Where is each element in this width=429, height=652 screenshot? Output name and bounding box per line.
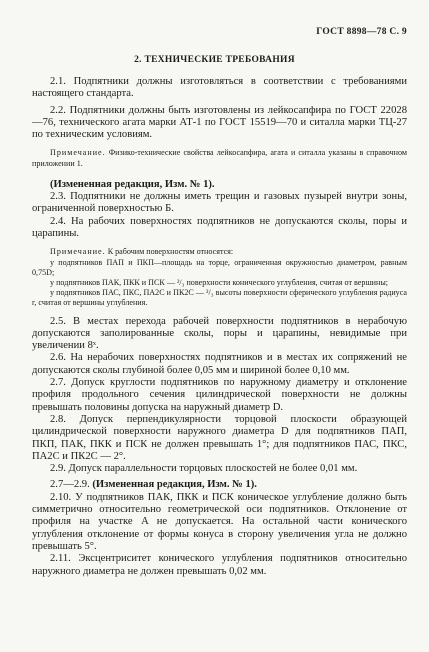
paragraph-2-10: 2.10. У подпятников ПАК, ПКК и ПСК коническое углубление должно быть симметрично относительно геометрической оси подпятников. Отклонение от профиля на участке A не допускается. На остальной части конического углубления отклонение от формы конуса в сторону увеличения угла не должно превышать 5°. bbox=[32, 491, 407, 552]
paragraph-2-11: 2.11. Эксцентриситет конического углубления подпятников относительно наружного диаметра не должен превышать 0,02 мм. bbox=[32, 553, 407, 577]
edit-note-2-text: (Измененная редакция, Изм. № 1). bbox=[92, 479, 257, 491]
paragraph-2-7: 2.7. Допуск круглости подпятников по наружному диаметру и отклонение профиля продольного сечения цилиндрической поверхности не должны превышать половины допуска на наружный диаметр D. bbox=[32, 377, 407, 413]
note-2-line-4: у подпятников ПАС, ПКС, ПА2С и ПК2С — ²/₃ высоты поверхности сферического углубления радиуса r, считая от вершины углубления. bbox=[32, 288, 407, 308]
paragraph-2-9: 2.9. Допуск параллельности торцовых плоскостей не более 0,01 мм. bbox=[50, 463, 358, 475]
note-2-label: Примечание. bbox=[50, 247, 106, 257]
section-title: 2. ТЕХНИЧЕСКИЕ ТРЕБОВАНИЯ bbox=[134, 55, 295, 65]
paragraph-2-3: 2.3. Подпятники не должны иметь трещин и газовых пузырей внутри зоны, ограниченной поверхностью Б. bbox=[32, 191, 407, 215]
note-2-intro bbox=[32, 247, 407, 257]
note-1 bbox=[32, 148, 407, 168]
running-header: ГОСТ 8898—78 С. 9 bbox=[316, 27, 407, 37]
paragraph-2-2: 2.2. Подпятники должны быть изготовлены из лейкосапфира по ГОСТ 22028—76, технического агата марки АТ-1 по ГОСТ 15519—70 и ситалла марки ТЦ-27 по техническим условиям. bbox=[32, 104, 407, 141]
edit-note-2-prefix: 2.7—2.9. bbox=[50, 479, 93, 491]
note-2-line-3: у подпятников ПАК, ПКК и ПСК — ²/₃ поверхности конического углубления, считая от вершины; bbox=[50, 277, 389, 287]
note-2-line-1: К рабочим поверхностям относятся: bbox=[105, 247, 234, 257]
paragraph-2-1: 2.1. Подпятники должны изготовляться в соответствии с требованиями настоящего стандарта. bbox=[32, 76, 407, 100]
note-1-text: Физико-технические свойства лейкосапфира, агата и ситалла указаны в справочном приложении 1. bbox=[32, 148, 407, 168]
edit-note-2 bbox=[32, 479, 407, 491]
note-2-line-2: у подпятников ПАП и ПКП—площадь на торце, ограниченная окружностью диаметром, равным 0,75D; bbox=[32, 257, 407, 277]
edit-note-1: (Измененная редакция, Изм. № 1). bbox=[50, 178, 215, 190]
note-1-label: Примечание. bbox=[50, 148, 106, 158]
paragraph-2-6: 2.6. На нерабочих поверхностях подпятников и в местах их сопряжений не допускаются сколы глубиной более 0,05 мм и шириной более 0,10 мм. bbox=[32, 352, 407, 376]
paragraph-2-5: 2.5. В местах перехода рабочей поверхности подпятников в нерабочую допускаются заполированные сколы, поры и царапины, невидимые при увеличении 8ˣ. bbox=[32, 315, 407, 352]
paragraph-2-4: 2.4. На рабочих поверхностях подпятников не допускаются сколы, поры и царапины. bbox=[32, 215, 407, 240]
document-body bbox=[32, 76, 407, 578]
paragraph-2-8: 2.8. Допуск перпендикулярности торцовой плоскости образующей цилиндрической поверхности наружного диаметра D для подпятников ПАП, ПКП, ПАК, ПКК и ПСК не должен превышать 1°; для подпятников ПАС, ПКС, ПА2С и ПК2С — 2°. bbox=[32, 413, 407, 462]
